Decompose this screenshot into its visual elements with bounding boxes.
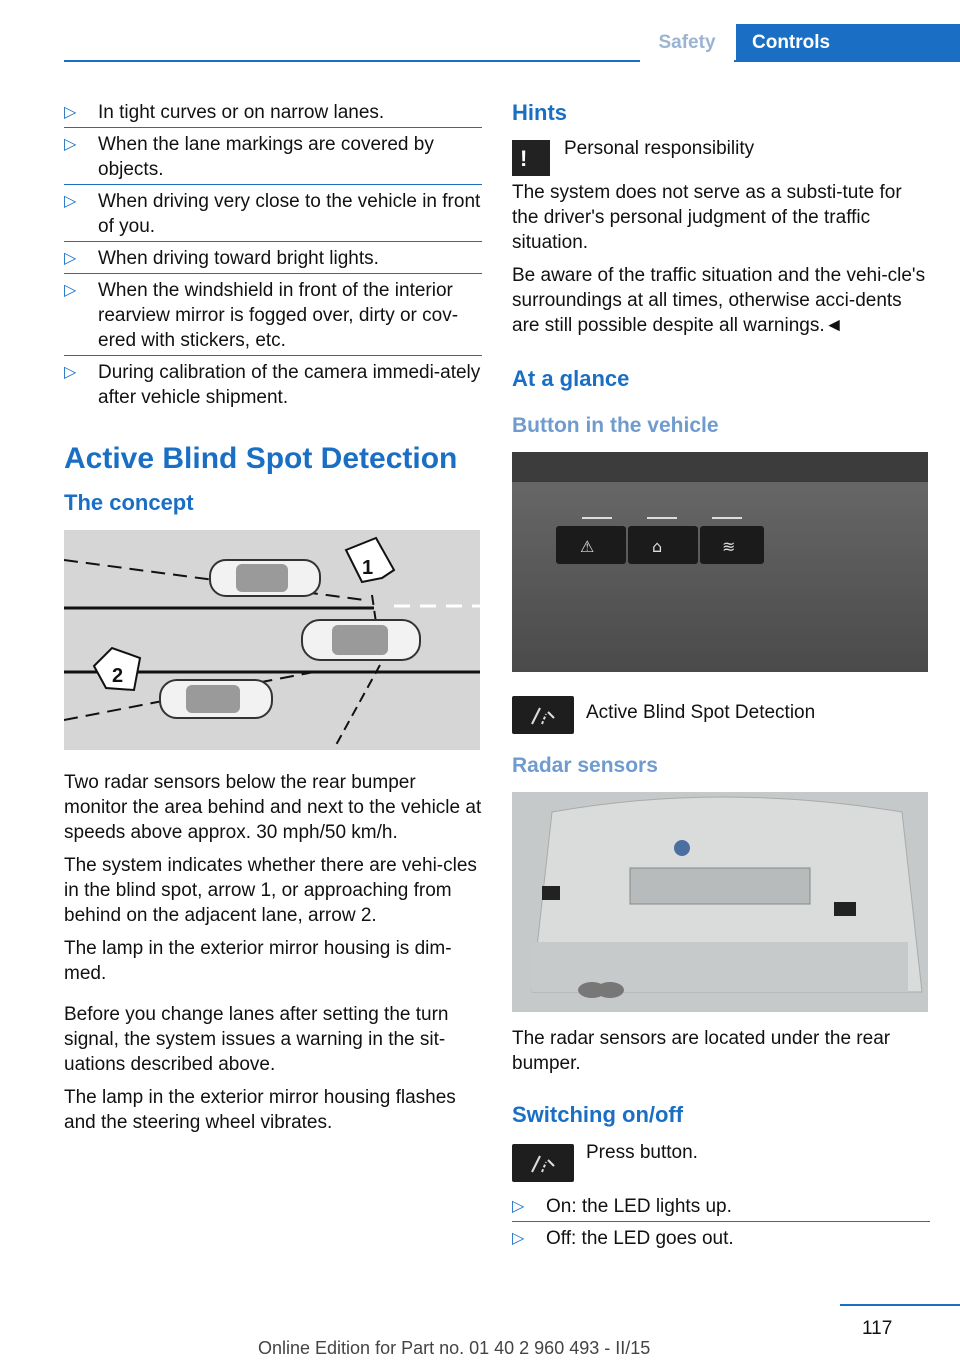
radar-text: The radar sensors are located under the rear bumper. xyxy=(512,1028,891,1074)
button-photo xyxy=(512,452,928,672)
svg-text:⚠: ⚠ xyxy=(580,537,595,556)
arrow-2-label: 2 xyxy=(112,665,124,687)
list-item: ▷ When the lane markings are covered by objects. xyxy=(64,132,482,182)
hints-title: Hints xyxy=(512,100,567,125)
list-item: ▷ Off: the LED goes out. xyxy=(512,1226,930,1251)
list-item: ▷ When driving toward bright lights. xyxy=(64,246,482,271)
lane-button xyxy=(628,526,698,564)
warning-block xyxy=(512,136,930,180)
bullet-triangle-icon: ▷ xyxy=(64,250,77,267)
bullet-triangle-icon: ▷ xyxy=(512,1198,525,1215)
radar-sensor-left xyxy=(542,886,560,900)
car-bottom xyxy=(160,680,272,718)
list-item: ▷ During calibration of the camera immedi‐ately after vehicle shipment. xyxy=(64,360,482,410)
paragraph: The system indicates whether there are vehi‐cles in the blind spot, arrow 1, or approaching from behind on the adjacent lane, arrow 2. xyxy=(64,855,477,926)
left-column xyxy=(64,100,482,1143)
bullet-triangle-icon: ▷ xyxy=(64,104,77,121)
section-title: Active Blind Spot Detection xyxy=(64,442,458,475)
list-item: ▷ On: the LED lights up. xyxy=(512,1196,732,1217)
arrow-1-label: 1 xyxy=(362,557,374,579)
car-top xyxy=(210,560,320,596)
paragraph: The lamp in the exterior mirror housing flashes and the steering wheel vibrates. xyxy=(64,1087,456,1133)
list-item: ▷ When the windshield in front of the interior rearview mirror is fogged over, dirty or cov‐ered with stickers, etc. xyxy=(64,278,482,353)
radar-title: Radar sensors xyxy=(512,754,658,777)
footer-rule xyxy=(840,1304,960,1306)
bullet-triangle-icon: ▷ xyxy=(64,193,77,210)
button-section-title: Button in the vehicle xyxy=(512,414,719,437)
car-middle xyxy=(302,620,420,660)
bullet-triangle-icon: ▷ xyxy=(64,282,77,299)
subsection-title: The concept xyxy=(64,490,194,515)
tab-controls[interactable]: Controls xyxy=(736,24,960,62)
bullet-triangle-icon: ▷ xyxy=(64,364,77,381)
glance-title: At a glance xyxy=(512,366,630,391)
right-column xyxy=(512,100,930,1258)
radar-photo xyxy=(512,792,928,1012)
warning-text: The system does not serve as a substi‐tute for the driver's personal judgment of the traffic situation. xyxy=(512,182,902,253)
warning-icon: ! xyxy=(512,140,550,176)
warning-text-2: Be aware of the traffic situation and the vehi‐cle's surroundings at all times, otherwise acci‐dents are still possible despite all warnings.◄ xyxy=(512,265,926,336)
press-text: Press button. xyxy=(586,1142,698,1163)
switch-list xyxy=(512,1194,930,1251)
svg-text:≋: ≋ xyxy=(722,537,736,556)
paragraph: Before you change lanes after setting the turn signal, the system issues a warning in the sit‐uations described above. xyxy=(64,1004,449,1075)
edition-footer: Online Edition for Part no. 01 40 2 960 493 - II/15 xyxy=(258,1338,651,1358)
blind-spot-icon xyxy=(512,696,574,734)
concept-illustration xyxy=(64,530,480,750)
page-number: 117 xyxy=(862,1318,893,1339)
paragraph: The lamp in the exterior mirror housing is dim‐med. xyxy=(64,938,452,984)
radar-sensor-right xyxy=(834,902,856,916)
warning-title: Personal responsibility xyxy=(564,138,755,159)
tab-safety[interactable]: Safety xyxy=(640,24,734,62)
bullet-triangle-icon: ▷ xyxy=(512,1230,525,1247)
paragraph: Two radar sensors below the rear bumper monitor the area behind and next to the vehicle at speeds above approx. 30 mph/50 km/h. xyxy=(64,772,482,843)
button-caption: Active Blind Spot Detection xyxy=(586,702,816,723)
bullet-triangle-icon: ▷ xyxy=(64,136,77,153)
press-row xyxy=(512,1140,930,1182)
list-item: ▷ When driving very close to the vehicle in front of you. xyxy=(64,189,482,239)
button-legend xyxy=(512,692,930,734)
switch-title: Switching on/off xyxy=(512,1102,684,1127)
limitations-list xyxy=(64,100,482,410)
svg-text:⌂: ⌂ xyxy=(652,537,663,556)
list-item: ▷ In tight curves or on narrow lanes. xyxy=(64,102,385,123)
blind-spot-icon xyxy=(512,1144,574,1182)
